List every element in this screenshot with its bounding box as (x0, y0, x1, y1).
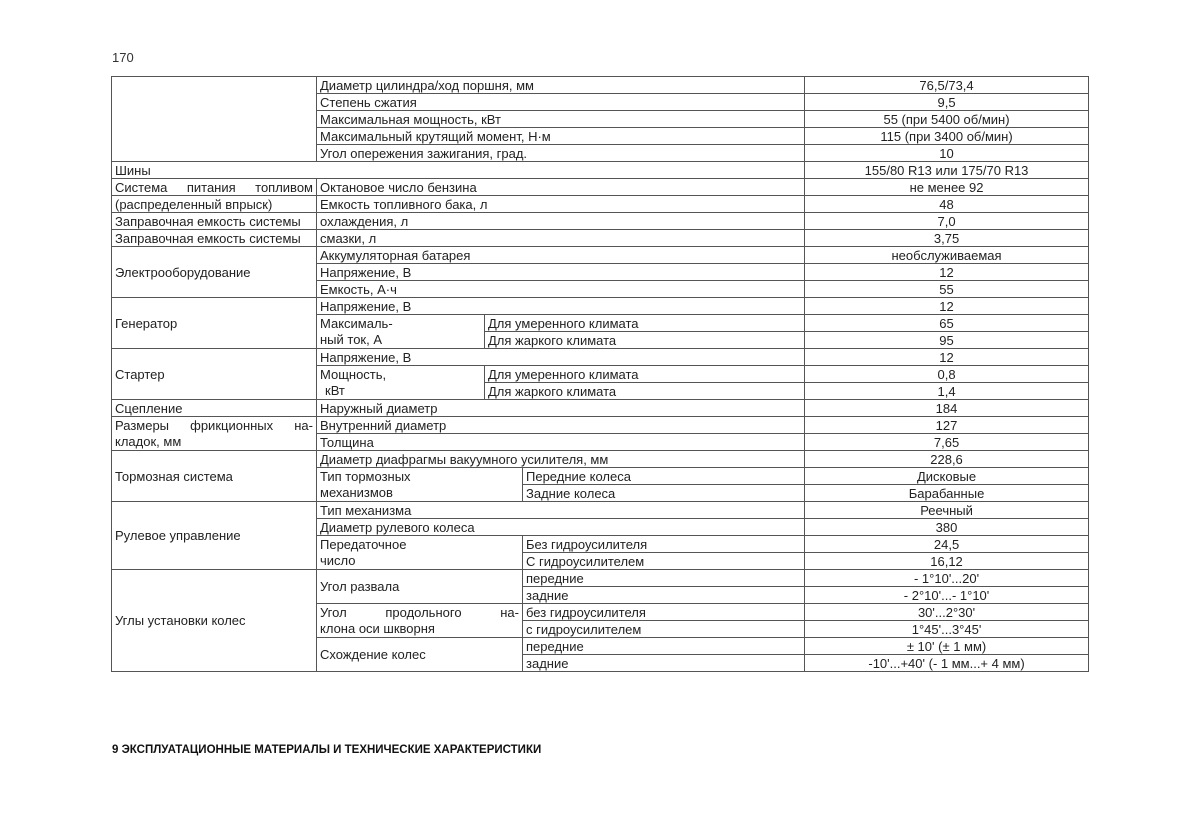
spec-label: задние (523, 587, 805, 604)
group-label: Тормозная система (112, 451, 317, 502)
spec-value: 48 (805, 196, 1089, 213)
spec-sublabel: Тип тормозных (317, 468, 523, 485)
spec-label: Шины (112, 162, 805, 179)
spec-value: 127 (805, 417, 1089, 434)
spec-value: 1,4 (805, 383, 1089, 400)
spec-label: Максимальная мощность, кВт (317, 111, 805, 128)
section-footer: 9 ЭКСПЛУАТАЦИОННЫЕ МАТЕРИАЛЫ И ТЕХНИЧЕСКИЕ ХАРАКТЕРИСТИКИ (112, 744, 542, 756)
table-row (112, 196, 1089, 213)
table-row (112, 230, 1089, 247)
table-row (112, 162, 1089, 179)
spec-sublabel: ный ток, А (317, 332, 485, 349)
page-number: 170 (112, 50, 134, 65)
spec-value: 184 (805, 400, 1089, 417)
table-row (112, 298, 1089, 315)
spec-label: Для умеренного климата (485, 366, 805, 383)
spec-value: необслуживаемая (805, 247, 1089, 264)
group-label: Система питания топливом (112, 179, 317, 196)
spec-label: Для жаркого климата (485, 332, 805, 349)
spec-value: Реечный (805, 502, 1089, 519)
table-row (112, 502, 1089, 519)
table-row (112, 417, 1089, 434)
spec-label: Без гидроусилителя (523, 536, 805, 553)
group-label: Заправочная емкость системы (112, 230, 317, 247)
spec-value: 12 (805, 349, 1089, 366)
group-label: (распределенный впрыск) (112, 196, 317, 213)
spec-value: 12 (805, 298, 1089, 315)
spec-label: смазки, л (317, 230, 805, 247)
spec-label: передние (523, 570, 805, 587)
spec-value: 7,65 (805, 434, 1089, 451)
spec-label: Наружный диаметр (317, 400, 805, 417)
spec-label: Диаметр диафрагмы вакуумного усилителя, мм (317, 451, 805, 468)
spec-sublabel: Схождение колес (317, 638, 523, 672)
spec-value: -10'...+40' (- 1 мм...+ 4 мм) (805, 655, 1089, 672)
spec-label: Напряжение, В (317, 264, 805, 281)
table-row (112, 179, 1089, 196)
spec-value: 10 (805, 145, 1089, 162)
spec-label: Напряжение, В (317, 298, 805, 315)
spec-value: Дисковые (805, 468, 1089, 485)
table-row (112, 570, 1089, 587)
spec-value: ± 10' (± 1 мм) (805, 638, 1089, 655)
spec-label: Толщина (317, 434, 805, 451)
spec-value: 115 (при 3400 об/мин) (805, 128, 1089, 145)
table-row (112, 434, 1089, 451)
spec-value: 24,5 (805, 536, 1089, 553)
spec-sublabel: Максималь- (317, 315, 485, 332)
spec-label: Максимальный крутящий момент, Н·м (317, 128, 805, 145)
spec-label: Угол опережения зажигания, град. (317, 145, 805, 162)
table-row (112, 349, 1089, 366)
spec-value: 380 (805, 519, 1089, 536)
spec-label: Емкость топливного бака, л (317, 196, 805, 213)
spec-sublabel: клона оси шкворня (317, 621, 523, 638)
spec-sublabel: Угол развала (317, 570, 523, 604)
spec-value: 76,5/73,4 (805, 77, 1089, 94)
spec-label: Диаметр цилиндра/ход поршня, мм (317, 77, 805, 94)
spec-value: 9,5 (805, 94, 1089, 111)
spec-label: Напряжение, В (317, 349, 805, 366)
spec-label: Передние колеса (523, 468, 805, 485)
table-row (112, 213, 1089, 230)
group-label: Размеры фрикционных на- (112, 417, 317, 434)
spec-label: без гидроусилителя (523, 604, 805, 621)
spec-label: Внутренний диаметр (317, 417, 805, 434)
spec-value: Барабанные (805, 485, 1089, 502)
spec-sublabel: кВт (317, 383, 485, 400)
table-row (112, 247, 1089, 264)
group-label: Углы установки колес (112, 570, 317, 672)
spec-label: Для умеренного климата (485, 315, 805, 332)
spec-label: Емкость, А·ч (317, 281, 805, 298)
spec-value: 95 (805, 332, 1089, 349)
spec-value: 55 (при 5400 об/мин) (805, 111, 1089, 128)
spec-value: 155/80 R13 или 175/70 R13 (805, 162, 1089, 179)
spec-label: охлаждения, л (317, 213, 805, 230)
spec-value: 55 (805, 281, 1089, 298)
group-label: Стартер (112, 349, 317, 400)
spec-label: Аккумуляторная батарея (317, 247, 805, 264)
spec-value: не менее 92 (805, 179, 1089, 196)
spec-value: 16,12 (805, 553, 1089, 570)
spec-value: - 2°10'...- 1°10' (805, 587, 1089, 604)
spec-sublabel: Передаточное (317, 536, 523, 553)
spec-value: 228,6 (805, 451, 1089, 468)
spec-sublabel: Мощность, (317, 366, 485, 383)
spec-value: 1°45'...3°45' (805, 621, 1089, 638)
spec-value: - 1°10'...20' (805, 570, 1089, 587)
spec-label: Степень сжатия (317, 94, 805, 111)
spec-label: С гидроусилителем (523, 553, 805, 570)
engine-group-cell (112, 77, 317, 162)
table-row (112, 77, 1089, 94)
spec-label: Для жаркого климата (485, 383, 805, 400)
spec-value: 12 (805, 264, 1089, 281)
spec-label: задние (523, 655, 805, 672)
table-row (112, 400, 1089, 417)
group-label: Рулевое управление (112, 502, 317, 570)
spec-value: 65 (805, 315, 1089, 332)
spec-value: 0,8 (805, 366, 1089, 383)
spec-label: передние (523, 638, 805, 655)
spec-value: 7,0 (805, 213, 1089, 230)
spec-label: Диаметр рулевого колеса (317, 519, 805, 536)
table-row (112, 451, 1089, 468)
spec-table (111, 76, 1089, 672)
group-label: Генератор (112, 298, 317, 349)
spec-label: Октановое число бензина (317, 179, 805, 196)
spec-value: 30'...2°30' (805, 604, 1089, 621)
spec-value: 3,75 (805, 230, 1089, 247)
spec-sublabel: механизмов (317, 485, 523, 502)
spec-label: Задние колеса (523, 485, 805, 502)
group-label: Заправочная емкость системы (112, 213, 317, 230)
group-label: Сцепление (112, 400, 317, 417)
spec-label: с гидроусилителем (523, 621, 805, 638)
group-label: кладок, мм (112, 434, 317, 451)
spec-label: Тип механизма (317, 502, 805, 519)
spec-sublabel: Угол продольного на- (317, 604, 523, 621)
spec-sublabel: число (317, 553, 523, 570)
group-label: Электрооборудование (112, 247, 317, 298)
